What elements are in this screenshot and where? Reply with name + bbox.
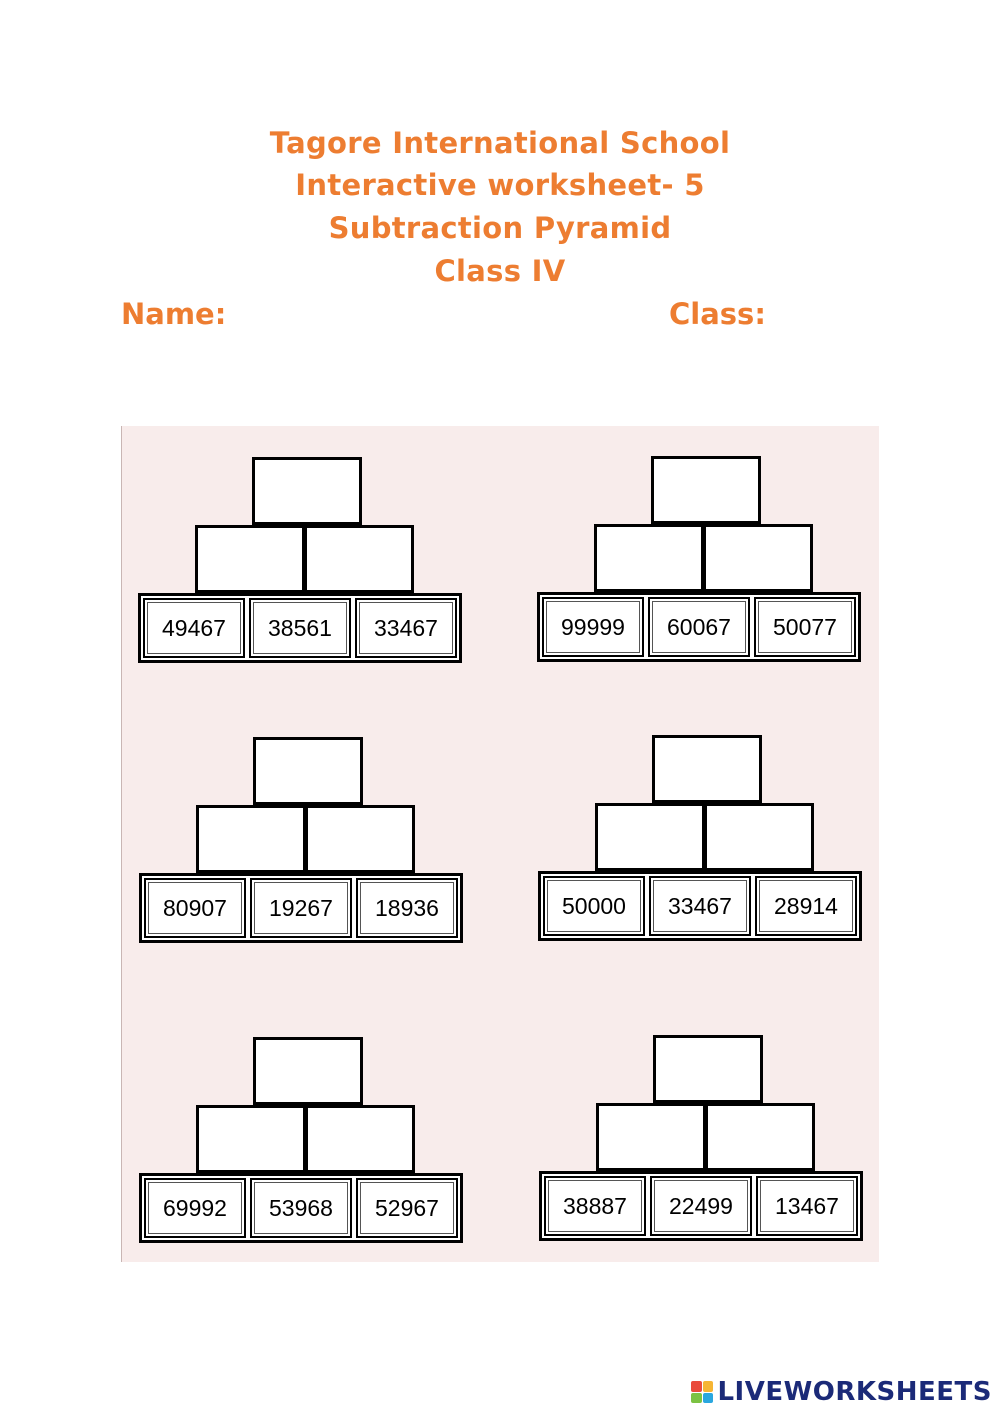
pyramid-2 <box>537 456 877 666</box>
liveworksheets-logo[interactable] <box>691 1377 992 1407</box>
pyramid-6-base-cell-2: 22499 <box>650 1176 752 1236</box>
pyramid-5-base-cell-3: 52967 <box>356 1178 458 1238</box>
worksheet-title: Interactive worksheet- 5 <box>295 168 705 202</box>
pyramid-1-base-cell-3: 33467 <box>355 598 457 658</box>
pyramid-6-base <box>539 1171 863 1241</box>
pyramid-5-middle-right-box[interactable] <box>305 1105 415 1173</box>
pyramid-1-middle-left-box[interactable] <box>195 525 305 593</box>
pyramid-1-top-box[interactable] <box>252 457 362 525</box>
pyramid-1-base <box>138 593 462 663</box>
pyramid-2-middle-left-box[interactable] <box>594 524 704 592</box>
class-label: Class: <box>669 297 766 331</box>
pyramid-3-middle-left-box[interactable] <box>196 805 306 873</box>
name-label: Name: <box>121 297 227 331</box>
class-title: Class IV <box>434 254 566 288</box>
pyramid-4-base-cell-1: 50000 <box>543 876 645 936</box>
pyramid-5 <box>139 1037 479 1247</box>
pyramid-5-base-cell-1: 69992 <box>144 1178 246 1238</box>
pyramid-3-base-cell-1: 80907 <box>144 878 246 938</box>
topic-title: Subtraction Pyramid <box>328 211 672 245</box>
pyramid-2-top-box[interactable] <box>651 456 761 524</box>
pyramid-4-base-cell-2: 33467 <box>649 876 751 936</box>
pyramid-3-middle-right-box[interactable] <box>305 805 415 873</box>
pyramid-1-base-cell-2: 38561 <box>249 598 351 658</box>
pyramid-4-top-box[interactable] <box>652 735 762 803</box>
pyramid-2-base-cell-2: 60067 <box>648 597 750 657</box>
pyramid-4-base-cell-3: 28914 <box>755 876 857 936</box>
liveworksheets-logo-icon <box>691 1381 713 1403</box>
pyramid-2-middle-right-box[interactable] <box>703 524 813 592</box>
pyramid-6 <box>539 1035 879 1245</box>
pyramid-6-top-box[interactable] <box>653 1035 763 1103</box>
pyramid-6-base-cell-3: 13467 <box>756 1176 858 1236</box>
pyramid-4-middle-right-box[interactable] <box>704 803 814 871</box>
pyramid-3-top-box[interactable] <box>253 737 363 805</box>
pyramid-5-middle-left-box[interactable] <box>196 1105 306 1173</box>
school-title: Tagore International School <box>269 126 731 160</box>
pyramid-4-base <box>538 871 862 941</box>
pyramid-2-base <box>537 592 861 662</box>
pyramid-6-middle-right-box[interactable] <box>705 1103 815 1171</box>
pyramid-6-middle-left-box[interactable] <box>596 1103 706 1171</box>
pyramid-5-top-box[interactable] <box>253 1037 363 1105</box>
liveworksheets-logo-text: LIVEWORKSHEETS <box>717 1377 992 1407</box>
pyramid-1-middle-right-box[interactable] <box>304 525 414 593</box>
pyramid-4 <box>538 735 878 945</box>
pyramid-2-base-cell-3: 50077 <box>754 597 856 657</box>
pyramid-1 <box>138 457 478 667</box>
pyramid-3-base-cell-2: 19267 <box>250 878 352 938</box>
pyramid-2-base-cell-1: 99999 <box>542 597 644 657</box>
pyramid-5-base-cell-2: 53968 <box>250 1178 352 1238</box>
pyramid-3-base <box>139 873 463 943</box>
pyramid-6-base-cell-1: 38887 <box>544 1176 646 1236</box>
pyramid-4-middle-left-box[interactable] <box>595 803 705 871</box>
pyramid-5-base <box>139 1173 463 1243</box>
pyramid-3-base-cell-3: 18936 <box>356 878 458 938</box>
pyramid-3 <box>139 737 479 947</box>
pyramid-1-base-cell-1: 49467 <box>143 598 245 658</box>
worksheet-panel <box>121 426 879 1262</box>
